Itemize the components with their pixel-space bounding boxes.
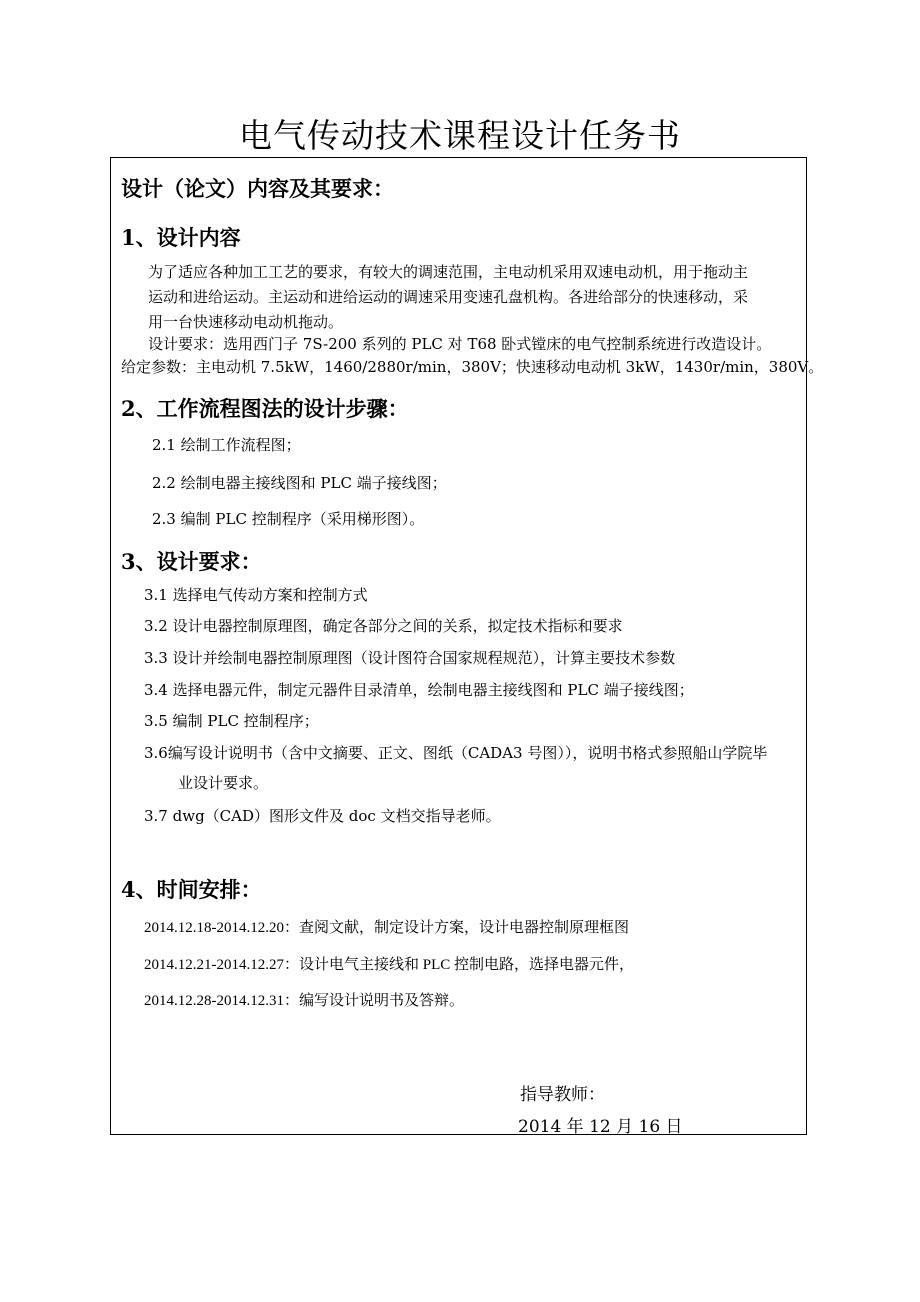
section-1-line: 设计要求：选用西门子 7S-200 系列的 PLC 对 T68 卧式镗床的电气控制系统进行改造设计。 bbox=[148, 335, 772, 353]
signature-date: 2014 年 12 月 16 日 bbox=[518, 1117, 683, 1137]
section-3-item: 3.6编写设计说明书（含中文摘要、正文、图纸（CADA3 号图）），说明书格式参照船山学院毕 bbox=[144, 744, 768, 762]
schedule-item: 2014.12.21-2014.12.27：设计电气主接线和 PLC 控制电路，选择电器元件， bbox=[144, 957, 635, 973]
schedule-item: 2014.12.28-2014.12.31：编写设计说明书及答辩。 bbox=[144, 993, 464, 1009]
document-title: 电气传动技术课程设计任务书 bbox=[239, 116, 681, 155]
section-2-title: 2、工作流程图法的设计步骤： bbox=[121, 396, 409, 421]
section-3-item-continued: 业设计要求。 bbox=[178, 774, 269, 792]
section-3-item: 3.7 dwg（CAD）图形文件及 doc 文档交指导老师。 bbox=[144, 807, 501, 825]
requirements-heading: 设计（论文）内容及其要求： bbox=[121, 176, 394, 201]
section-3-item: 3.4 选择电器元件，制定元器件目录清单，绘制电器主接线图和 PLC 端子接线图； bbox=[144, 681, 694, 699]
schedule-item: 2014.12.18-2014.12.20：查阅文献，制定设计方案，设计电器控制原理框图 bbox=[144, 920, 629, 936]
section-3-title: 3、设计要求： bbox=[121, 549, 262, 574]
advisor-label: 指导教师： bbox=[520, 1085, 605, 1105]
section-1-line: 运动和进给运动。主运动和进给运动的调速采用变速孔盘机构。各进给部分的快速移动，采 bbox=[148, 288, 749, 306]
section-1-line: 为了适应各种加工工艺的要求，有较大的调速范围，主电动机采用双速电动机，用于拖动主 bbox=[148, 263, 749, 281]
section-3-item: 3.5 编制 PLC 控制程序； bbox=[144, 712, 319, 730]
section-1-line: 给定参数：主电动机 7.5kW，1460/2880r/min，380V；快速移动电动机 3kW，1430r/min，380V。 bbox=[121, 358, 824, 376]
section-2-item: 2.1 绘制工作流程图； bbox=[152, 436, 301, 454]
section-3-item: 3.1 选择电气传动方案和控制方式 bbox=[144, 586, 368, 604]
section-3-item: 3.2 设计电器控制原理图，确定各部分之间的关系，拟定技术指标和要求 bbox=[144, 617, 623, 635]
section-1-title: 1、设计内容 bbox=[121, 225, 241, 250]
section-3-item: 3.3 设计并绘制电器控制原理图（设计图符合国家规程规范），计算主要技术参数 bbox=[144, 649, 676, 667]
section-1-line: 用一台快速移动电动机拖动。 bbox=[148, 313, 344, 331]
section-2-item: 2.2 绘制电器主接线图和 PLC 端子接线图； bbox=[152, 474, 447, 492]
section-2-item: 2.3 编制 PLC 控制程序（采用梯形图）。 bbox=[152, 510, 425, 528]
section-4-title: 4、时间安排： bbox=[121, 877, 262, 902]
